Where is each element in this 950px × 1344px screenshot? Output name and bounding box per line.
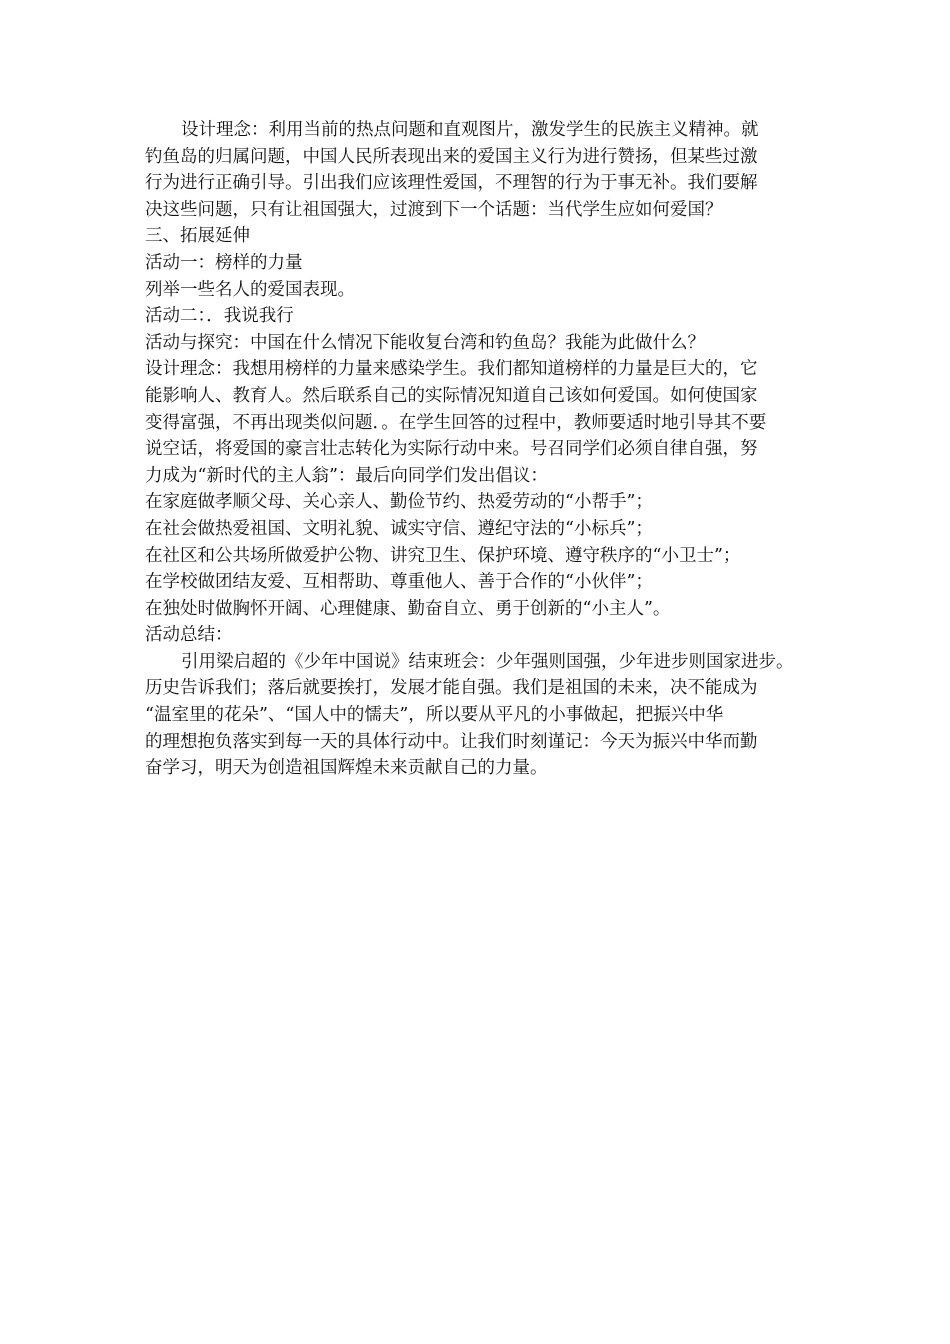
section-heading: 三、拓展延伸 bbox=[145, 226, 250, 247]
design-concept-1-line: 设计理念：利用当前的热点问题和直观图片，激发学生的民族主义精神。就 bbox=[181, 120, 759, 140]
summary-line: 引用梁启超的《少年中国说》结束班会：少年强则国强，少年进步则国家进步。 bbox=[181, 651, 794, 672]
activity-explore-question: 活动与探究：中国在什么情况下能收复台湾和钓鱼岛？我能为此做什么？ bbox=[145, 332, 705, 353]
activity-2-title: 活动二：．我说我行 bbox=[145, 306, 294, 327]
summary-line: 历史告诉我们；落后就要挨打，发展才能自强。我们是祖国的未来，决不能成为 bbox=[145, 678, 758, 699]
design-concept-2-line: 力成为“新时代的主人翁”：最后向同学们发出倡议： bbox=[145, 465, 548, 486]
design-concept-2-line: 能影响人、教育人。然后联系自己的实际情况知道自己该如何爱国。如何使国家 bbox=[145, 385, 758, 406]
summary-line: 的理想抱负落实到每一天的具体行动中。让我们时刻谨记：今天为振兴中华而勤 bbox=[145, 731, 758, 752]
summary-title: 活动总结： bbox=[145, 625, 233, 646]
proposal-item: 在社会做热爱祖国、文明礼貌、诚实守信、遵纪守法的“小标兵”； bbox=[145, 518, 653, 539]
design-concept-1-line: 决这些问题，只有让祖国强大，过渡到下一个话题：当代学生应如何爱国？ bbox=[145, 199, 723, 220]
activity-1-title: 活动一：榜样的力量 bbox=[145, 252, 303, 273]
proposal-item: 在学校做团结友爱、互相帮助、尊重他人、善于合作的“小伙伴”； bbox=[145, 572, 653, 593]
design-concept-1-line: 行为进行正确引导。引出我们应该理性爱国，不理智的行为于事无补。我们要解 bbox=[145, 173, 758, 194]
summary-line: “温室里的花朵”、“国人中的懦夫”，所以要从平凡的小事做起，把振兴中华 bbox=[145, 705, 724, 726]
activity-1-description: 列举一些名人的爱国表现。 bbox=[145, 279, 355, 300]
proposal-item: 在家庭做孝顺父母、关心亲人、勤俭节约、热爱劳动的“小帮手”； bbox=[145, 492, 653, 513]
design-concept-2-line: 变得富强，不再出现类似问题．。在学生回答的过程中，教师要适时地引导其不要 bbox=[145, 412, 767, 433]
design-concept-1-line: 钓鱼岛的归属问题，中国人民所表现出来的爱国主义行为进行赞扬，但某些过激 bbox=[145, 146, 758, 167]
summary-line: 奋学习，明天为创造祖国辉煌未来贡献自己的力量。 bbox=[145, 758, 548, 779]
proposal-item: 在社区和公共场所做爱护公物、讲究卫生、保护环境、遵守秩序的“小卫士”； bbox=[145, 545, 741, 566]
proposal-item: 在独处时做胸怀开阔、心理健康、勤奋自立、勇于创新的“小主人”。 bbox=[145, 598, 671, 619]
design-concept-2-line: 说空话，将爱国的豪言壮志转化为实际行动中来。号召同学们必须自律自强，努 bbox=[145, 439, 758, 460]
document-page bbox=[145, 117, 825, 782]
design-concept-2-line: 设计理念：我想用榜样的力量来感染学生。我们都知道榜样的力量是巨大的，它 bbox=[145, 359, 758, 380]
